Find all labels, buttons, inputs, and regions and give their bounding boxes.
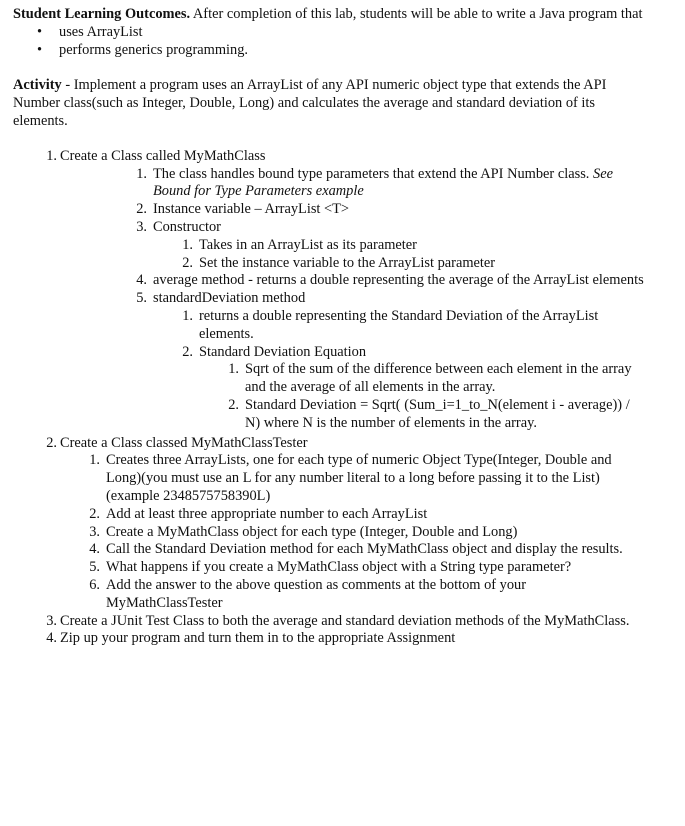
substep-text: Standard Deviation Equation: [199, 343, 367, 360]
substep-item: [83, 506, 645, 524]
substep-number: 5.: [89, 559, 100, 576]
step-number: 4.: [46, 630, 57, 647]
substep-number: 3.: [89, 523, 100, 540]
outcomes-list: [13, 24, 645, 60]
step-item: [37, 630, 645, 648]
substep-item: [130, 166, 645, 202]
substep-item: [130, 290, 645, 432]
outcome-item: • uses ArrayList: [37, 24, 645, 42]
step-text: Create a Class classed MyMathClassTester: [60, 434, 308, 451]
activity-text: - Implement a program uses an ArrayList of any API numeric object type that extends the API Number class(such as Integer, Double, Long) and calculates the average and standard deviation of its elements.: [13, 77, 607, 129]
substep-text: The class handles bound type parameters that extend the API Number class.: [153, 165, 593, 182]
substep-item: [130, 219, 645, 272]
outcomes-text: After completion of this lab, students will be able to write a Java program that: [190, 6, 643, 22]
substep-item: [130, 272, 645, 290]
substep-number: 2.: [136, 201, 147, 218]
substep-item: [83, 559, 645, 577]
substep-item: [222, 397, 645, 433]
steps-list: [13, 148, 645, 648]
activity-paragraph: [13, 77, 645, 130]
substep-number: 2.: [228, 396, 239, 413]
substep-number: 4.: [89, 541, 100, 558]
substep-number: 1.: [228, 361, 239, 378]
step-item: [37, 613, 645, 631]
step-text: Create a Class called MyMathClass: [60, 147, 266, 164]
outcomes-paragraph: [13, 6, 645, 24]
step-text: Create a JUnit Test Class to both the average and standard deviation methods of the MyMathClass.: [60, 612, 630, 629]
substep-text: Creates three ArrayLists, one for each type of numeric Object Type(Integer, Double and Long)(you must use an L for any number literal to a long before passing it to the List)(example 2348575758390L): [106, 452, 612, 504]
outcomes-heading: Student Learning Outcomes.: [13, 6, 191, 22]
step-item: [37, 435, 645, 613]
substep-item: [176, 344, 645, 433]
substep-text: Standard Deviation = Sqrt( (Sum_i=1_to_N(element i - average)) / N) where N is the number of elements in the array.: [245, 396, 630, 431]
substep-item: [83, 452, 645, 505]
substep-italic-note: See Bound for Type Parameters example: [153, 165, 613, 200]
activity-heading: Activity: [13, 77, 62, 94]
substep-number: 1.: [182, 236, 193, 253]
step-text: Zip up your program and turn them in to the appropriate Assignment: [60, 630, 456, 647]
substep-text: Add at least three appropriate number to each ArrayList: [106, 505, 428, 522]
substep-text: standardDeviation method: [153, 290, 306, 307]
step-number: 2.: [46, 434, 57, 451]
substep-number: 3.: [136, 218, 147, 235]
substep-item: [176, 255, 645, 273]
substep-list: [176, 308, 645, 433]
substep-list: [176, 237, 645, 273]
substep-list: [130, 166, 645, 433]
substep-item: [222, 361, 645, 397]
substep-number: 5.: [136, 290, 147, 307]
substep-number: 2.: [182, 343, 193, 360]
substep-text: average method - returns a double representing the average of the ArrayList elements: [153, 272, 644, 289]
substep-list: [222, 361, 645, 432]
substep-text: Create a MyMathClass object for each type (Integer, Double and Long): [106, 523, 518, 540]
substep-text: returns a double representing the Standard Deviation of the ArrayList elements.: [199, 307, 599, 342]
substep-item: [130, 201, 645, 219]
substep-item: [83, 541, 645, 559]
step-number: 1.: [46, 147, 57, 164]
outcome-item: • performs generics programming.: [37, 42, 645, 60]
substep-item: [176, 308, 645, 344]
step-number: 3.: [46, 612, 57, 629]
substep-item: [176, 237, 645, 255]
substep-text: Instance variable – ArrayList <T>: [153, 201, 350, 218]
substep-number: 4.: [136, 272, 147, 289]
substep-text: Takes in an ArrayList as its parameter: [199, 236, 417, 253]
substep-text: Set the instance variable to the ArrayList parameter: [199, 254, 496, 271]
substep-item: [83, 577, 645, 613]
substep-number: 1.: [182, 307, 193, 324]
substep-text: Constructor: [153, 218, 221, 235]
substep-text: Call the Standard Deviation method for each MyMathClass object and display the results.: [106, 541, 623, 558]
substep-number: 6.: [89, 576, 100, 593]
substep-number: 2.: [182, 254, 193, 271]
substep-item: [83, 524, 645, 542]
substep-number: 2.: [89, 505, 100, 522]
substep-number: 1.: [89, 452, 100, 469]
substep-number: 1.: [136, 165, 147, 182]
substep-text: Sqrt of the sum of the difference between each element in the array and the average of all elements in the array.: [245, 361, 632, 396]
step-item: [37, 148, 645, 433]
substep-text: Add the answer to the above question as comments at the bottom of your MyMathClassTester: [106, 576, 527, 611]
substep-text: What happens if you create a MyMathClass object with a String type parameter?: [106, 559, 572, 576]
substep-list: [83, 452, 645, 612]
